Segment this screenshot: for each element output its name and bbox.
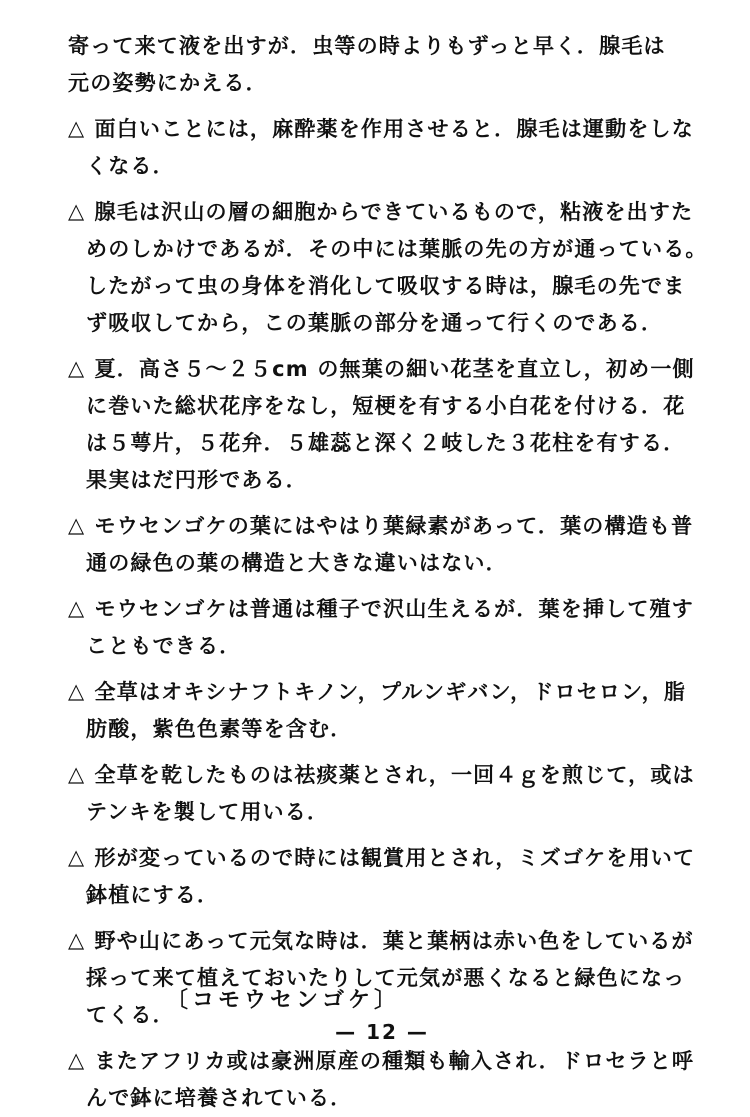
line-text: 肪酸，紫色色素等を含む． [86,717,353,741]
bullet-line [68,508,708,545]
triangle-bullet-icon: △ [68,596,86,620]
triangle-bullet-icon: △ [68,679,86,703]
text-line [68,711,708,748]
text-line [68,28,708,65]
paragraph-gap [68,185,708,194]
section-title: 〔コモウセンゴケ〕 [166,988,401,1013]
text-line [68,305,708,342]
triangle-bullet-icon: △ [68,116,86,140]
line-text: こともできる． [86,634,242,658]
bullet-line [68,591,708,628]
line-text: てくる． [86,1003,175,1027]
line-text: 面白いことには，麻酔薬を作用させると．腺毛は運動をしな [94,117,694,141]
triangle-bullet-icon: △ [68,199,86,223]
text-line [68,628,708,665]
bullet-line [68,923,708,960]
paragraph-gap [68,342,708,351]
text-line [68,794,708,831]
line-text: 夏．高さ５～２５cm の無葉の細い花茎を直立し，初め一側 [94,357,695,381]
paragraph-gap [68,748,708,757]
text-line [68,148,708,185]
document-body [68,28,708,1117]
bullet-line [68,674,708,711]
paragraph-gap [68,914,708,923]
paragraph-gap [68,831,708,840]
line-text: くなる． [86,154,175,178]
text-line [68,545,708,582]
line-text: 採って来て植えておいたりして元気が悪くなると緑色になっ [86,966,686,990]
bullet-line [68,351,708,388]
paragraph-gap [68,499,708,508]
line-text: に巻いた総状花序をなし，短梗を有する小白花を付ける．花 [86,394,686,418]
line-text: 寄って来て液を出すが．虫等の時よりもずっと早く．腺毛は [68,34,666,58]
line-text: 腺毛は沢山の層の細胞からできているもので，粘液を出すた [94,200,694,224]
triangle-bullet-icon: △ [68,845,86,869]
line-text: 全草はオキシナフトキノン，プルンギバン，ドロセロン，脂 [94,680,687,704]
triangle-bullet-icon: △ [68,762,86,786]
text-line [68,1080,708,1117]
line-text: 元の姿勢にかえる． [68,71,268,95]
line-text: したがって虫の身体を消化して吸収する時は，腺毛の先でま [86,274,686,298]
line-text: 通の緑色の葉の構造と大きな違いはない． [86,551,508,575]
triangle-bullet-icon: △ [68,928,86,952]
triangle-bullet-icon: △ [68,356,86,380]
text-line [68,425,708,462]
paragraph-gap [68,102,708,111]
line-text: は５萼片，５花弁．５雄蕊と深く２岐した３花柱を有する． [86,431,686,455]
bullet-line [68,194,708,231]
paragraph-gap [68,665,708,674]
line-text: ず吸収してから，この葉脈の部分を通って行くのである． [86,311,664,335]
line-text: モウセンゴケの葉にはやはり葉緑素があって．葉の構造も普 [94,514,694,538]
line-text: 野や山にあって元気な時は．葉と葉柄は赤い色をしているが [94,929,694,953]
line-text: モウセンゴケは普通は種子で沢山生えるが．葉を挿して殖す [94,597,694,621]
text-line [68,231,708,268]
line-text: 全草を乾したものは祛痰薬とされ，一回４ｇを煎じて，或は [94,763,695,787]
text-line [68,268,708,305]
text-line [68,65,708,102]
line-text: めのしかけであるが．その中には葉脈の先の方が通っている。 [86,237,708,261]
triangle-bullet-icon: △ [68,513,86,537]
page-number: — 12 — [335,1020,429,1044]
text-line [68,462,708,499]
line-text: 果実はだ円形である． [86,468,308,492]
line-text: またアフリカ或は豪洲原産の種類も輸入され．ドロセラと呼 [94,1049,695,1073]
paragraph-gap [68,582,708,591]
bullet-line [68,757,708,794]
text-line [68,877,708,914]
triangle-bullet-icon: △ [68,1048,86,1072]
line-text: んで鉢に培養されている． [86,1086,353,1110]
line-text: テンキを製して用いる． [86,800,330,824]
line-text: 形が変っているので時には観賞用とされ，ミズゴケを用いて [94,846,696,870]
text-line [68,388,708,425]
bullet-line [68,840,708,877]
bullet-line [68,111,708,148]
line-text: 鉢植にする． [86,883,220,907]
bullet-line [68,1043,708,1080]
